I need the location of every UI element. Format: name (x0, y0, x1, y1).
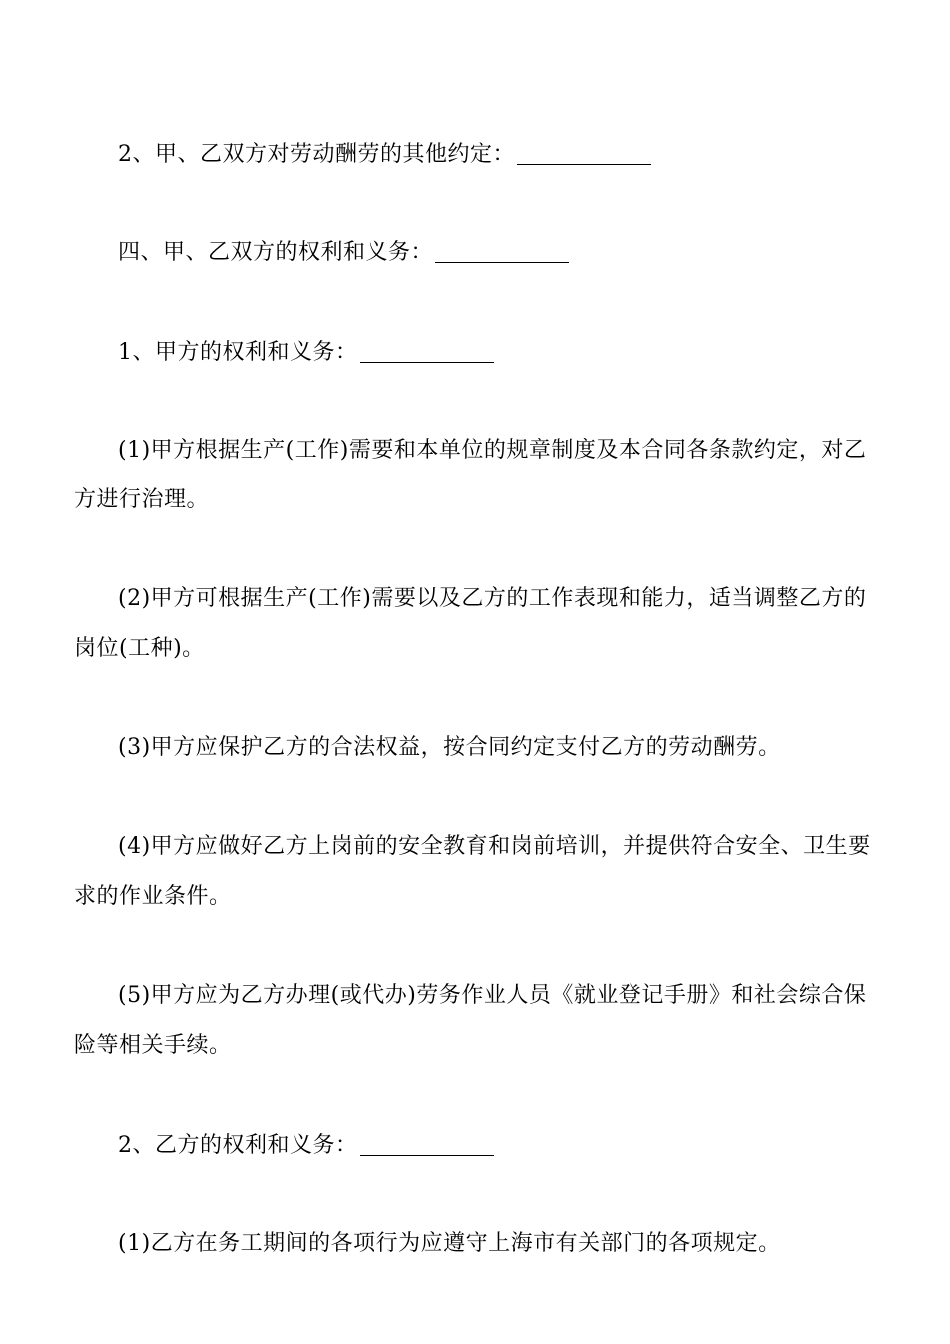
clause-a1-line2: 方进行治理。 (74, 487, 210, 512)
clause-text: 1、甲方的权利和义务： (118, 340, 358, 365)
fill-in-blank (360, 1129, 494, 1156)
clause-text: 2、甲、乙双方对劳动酬劳的其他约定： (118, 142, 515, 167)
section-heading-rights-obligations (74, 239, 924, 266)
clause-remuneration-other (74, 141, 924, 168)
clause-party-a-heading (74, 339, 924, 366)
fill-in-blank (435, 236, 569, 263)
clause-a4-line1: (4)甲方应做好乙方上岗前的安全教育和岗前培训，并提供符合安全、卫生要 (118, 834, 871, 859)
clause-a5-line1: (5)甲方应为乙方办理(或代办)劳务作业人员《就业登记手册》和社会综合保 (118, 983, 867, 1008)
clause-party-b-heading (74, 1132, 924, 1159)
clause-b1: (1)乙方在务工期间的各项行为应遵守上海市有关部门的各项规定。 (118, 1231, 781, 1256)
clause-a5-line2: 险等相关手续。 (74, 1033, 232, 1058)
clause-a2-line1: (2)甲方可根据生产(工作)需要以及乙方的工作表现和能力，适当调整乙方的 (118, 586, 867, 611)
clause-text: 四、甲、乙双方的权利和义务： (118, 240, 434, 265)
clause-a4-line2: 求的作业条件。 (74, 884, 232, 909)
clause-a3: (3)甲方应保护乙方的合法权益，按合同约定支付乙方的劳动酬劳。 (118, 735, 781, 760)
fill-in-blank (517, 138, 651, 165)
fill-in-blank (360, 336, 494, 363)
clause-a2-line2: 岗位(工种)。 (74, 636, 205, 661)
clause-text: 2、乙方的权利和义务： (118, 1133, 358, 1158)
clause-a1-line1: (1)甲方根据生产(工作)需要和本单位的规章制度及本合同各条款约定，对乙 (118, 438, 867, 463)
